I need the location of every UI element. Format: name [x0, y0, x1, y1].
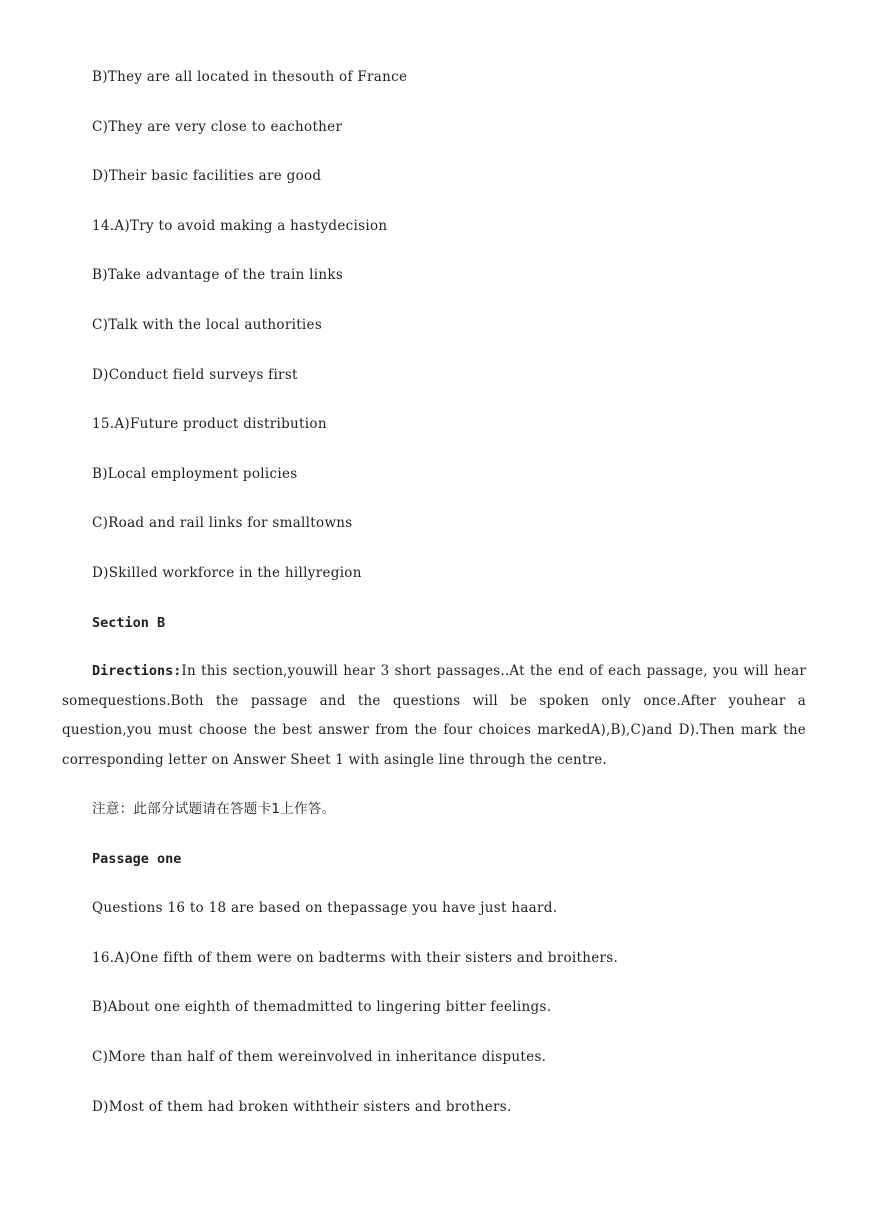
option-14-b: B)Take advantage of the train links: [92, 267, 344, 283]
option-16-d: D)Most of them had broken withtheir sisters and brothers.: [92, 1099, 512, 1115]
passage-one-intro: Questions 16 to 18 are based on thepassage you have just haard.: [92, 900, 558, 916]
option-16-c: C)More than half of them wereinvolved in inheritance disputes.: [92, 1049, 547, 1065]
option-15-c: C)Road and rail links for smalltowns: [92, 515, 353, 531]
directions-label: Directions:: [92, 663, 182, 679]
section-b-heading: Section B: [92, 615, 166, 631]
option-13-c: C)They are very close to eachother: [92, 119, 343, 135]
option-13-b: B)They are all located in thesouth of France: [92, 69, 408, 85]
option-14-d: D)Conduct field surveys first: [92, 367, 298, 383]
directions-paragraph: [62, 657, 806, 775]
option-14-c: C)Talk with the local authorities: [92, 317, 323, 333]
chinese-note: 注意：此部分试题请在答题卡1上作答。: [92, 801, 336, 817]
option-13-d: D)Their basic facilities are good: [92, 168, 322, 184]
option-16-b: B)About one eighth of themadmitted to lingering bitter feelings.: [92, 999, 552, 1015]
option-14-a: 14.A)Try to avoid making a hastydecision: [92, 218, 388, 234]
option-15-b: B)Local employment policies: [92, 466, 298, 482]
option-15-a: 15.A)Future product distribution: [92, 416, 327, 432]
directions-text: In this section,youwill hear 3 short passages..At the end of each passage, you will hear somequestions.Both the passage and the questions will be spoken only once.After youhear a question,you must choose the best answer from the four choices markedA),B),C)and D).Then mark the corresponding letter on Answer Sheet 1 with asingle line through the centre.: [62, 663, 806, 768]
option-16-a: 16.A)One fifth of them were on badterms with their sisters and broithers.: [92, 950, 619, 966]
passage-one-heading: Passage one: [92, 851, 182, 867]
option-15-d: D)Skilled workforce in the hillyregion: [92, 565, 362, 581]
